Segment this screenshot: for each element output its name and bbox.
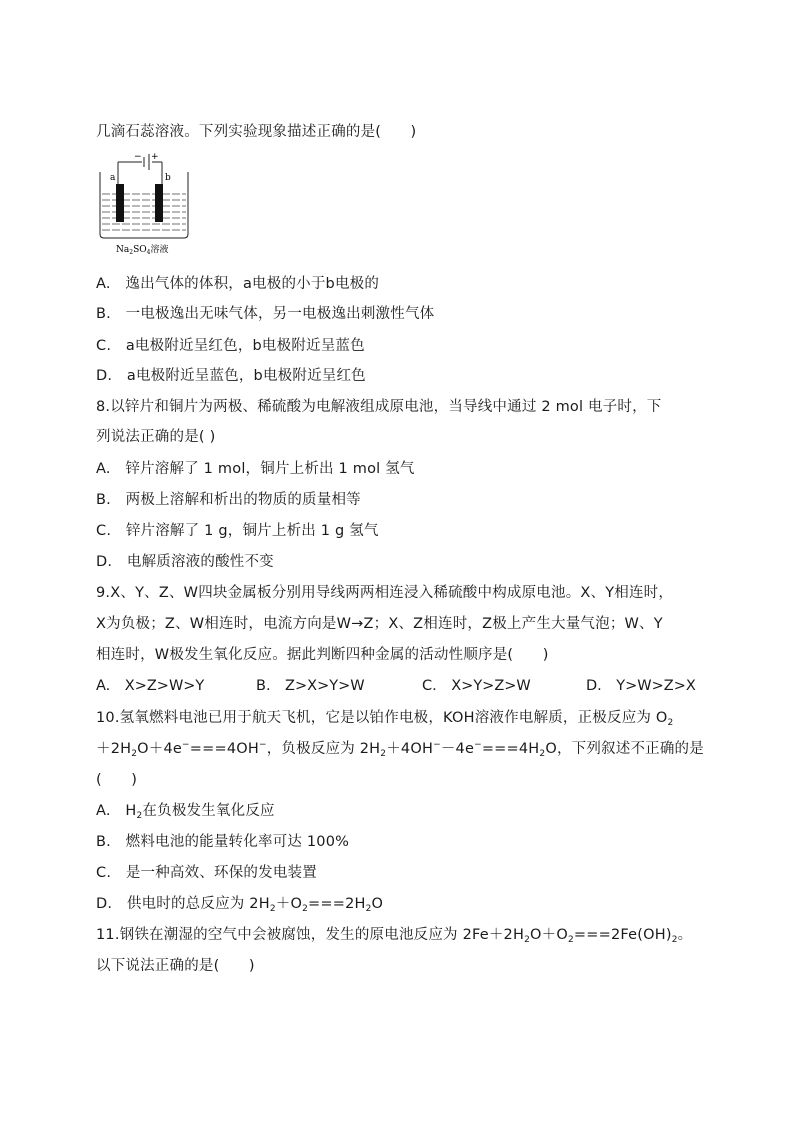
question-11-line1: 11.钢铁在潮湿的空气中会被腐蚀，发生的原电池反应为 $2Fe+2H_2O+O_2===2Fe(OH)_2$。 [96,927,693,945]
question-9-line2: X为负极；Z、W相连时，电流方向是W→Z；X、Z相连时，Z极上产生大量气泡；W、Y [96,616,663,632]
option-10a: A. $H_2$在负极发生氧化反应 [96,803,275,821]
question-10-line2: $+2H_2O+4e^-===4OH^-$，负极反应为 $2H_2+4OH^--4e^-===4H_2O$，下列叙述不正确的是 [96,740,704,759]
electrode-a [116,184,124,222]
option-7a: A. 逸出气体的体积，a电极的小于b电极的 [96,276,380,292]
positive-sign: + [151,152,159,162]
option-10b: B. 燃料电池的能量转化率可达 100% [96,834,350,850]
option-7c: C. a电极附近呈红色，b电极附近呈蓝色 [96,338,365,354]
negative-sign: − [134,152,142,162]
electrode-a-label: a [110,173,116,183]
solution-caption: $Na_2SO_4$溶液 [116,245,169,256]
option-8c: C. 锌片溶解了 1 g，铜片上析出 1 g 氢气 [96,523,379,539]
option-9a: A. X>Z>W>Y [96,678,205,694]
option-8a: A. 锌片溶解了 1 mol，铜片上析出 1 mol 氢气 [96,461,415,477]
question-8-line2: 列说法正确的是( ) [96,429,216,445]
option-8b: B. 两极上溶解和析出的物质的质量相等 [96,492,361,508]
question-11-line2: 以下说法正确的是( ) [96,958,255,974]
electrode-b [155,184,163,222]
question-10-line3: ( ) [96,772,138,788]
option-9c: C. X>Y>Z>W [422,678,531,694]
question-9-line1: 9.X、Y、Z、W四块金属板分别用导线两两相连浸入稀硫酸中构成原电池。X、Y相连时， [96,585,674,601]
electrode-b-label: b [165,173,171,183]
option-10d: D. 供电时的总反应为 $2H_2+O_2===2H_2O$ [96,896,384,914]
solution-level-lines [102,194,186,230]
option-9d: D. Y>W>Z>X [586,678,696,694]
question-10-line1: 10.氢氧燃料电池已用于航天飞机，它是以铂作电极，KOH溶液作电解质，正极反应为 $O_2$ [96,710,674,728]
electrolysis-cell-diagram [96,150,196,258]
option-7b: B. 一电极逸出无味气体，另一电极逸出刺激性气体 [96,306,435,322]
option-10c: C. 是一种高效、环保的发电装置 [96,865,317,881]
question-7-stem: 几滴石蕊溶液。下列实验现象描述正确的是( ) [96,124,417,140]
option-7d: D. a电极附近呈蓝色，b电极附近呈红色 [96,368,366,384]
question-9-line3: 相连时，W极发生氧化反应。据此判断四种金属的活动性顺序是( ) [96,647,549,663]
option-8d: D. 电解质溶液的酸性不变 [96,554,274,570]
option-9b: B. Z>X>Y>W [256,678,365,694]
question-8-line1: 8.以锌片和铜片为两极、稀硫酸为电解液组成原电池，当导线中通过 2 mol 电子时，下 [96,399,662,415]
